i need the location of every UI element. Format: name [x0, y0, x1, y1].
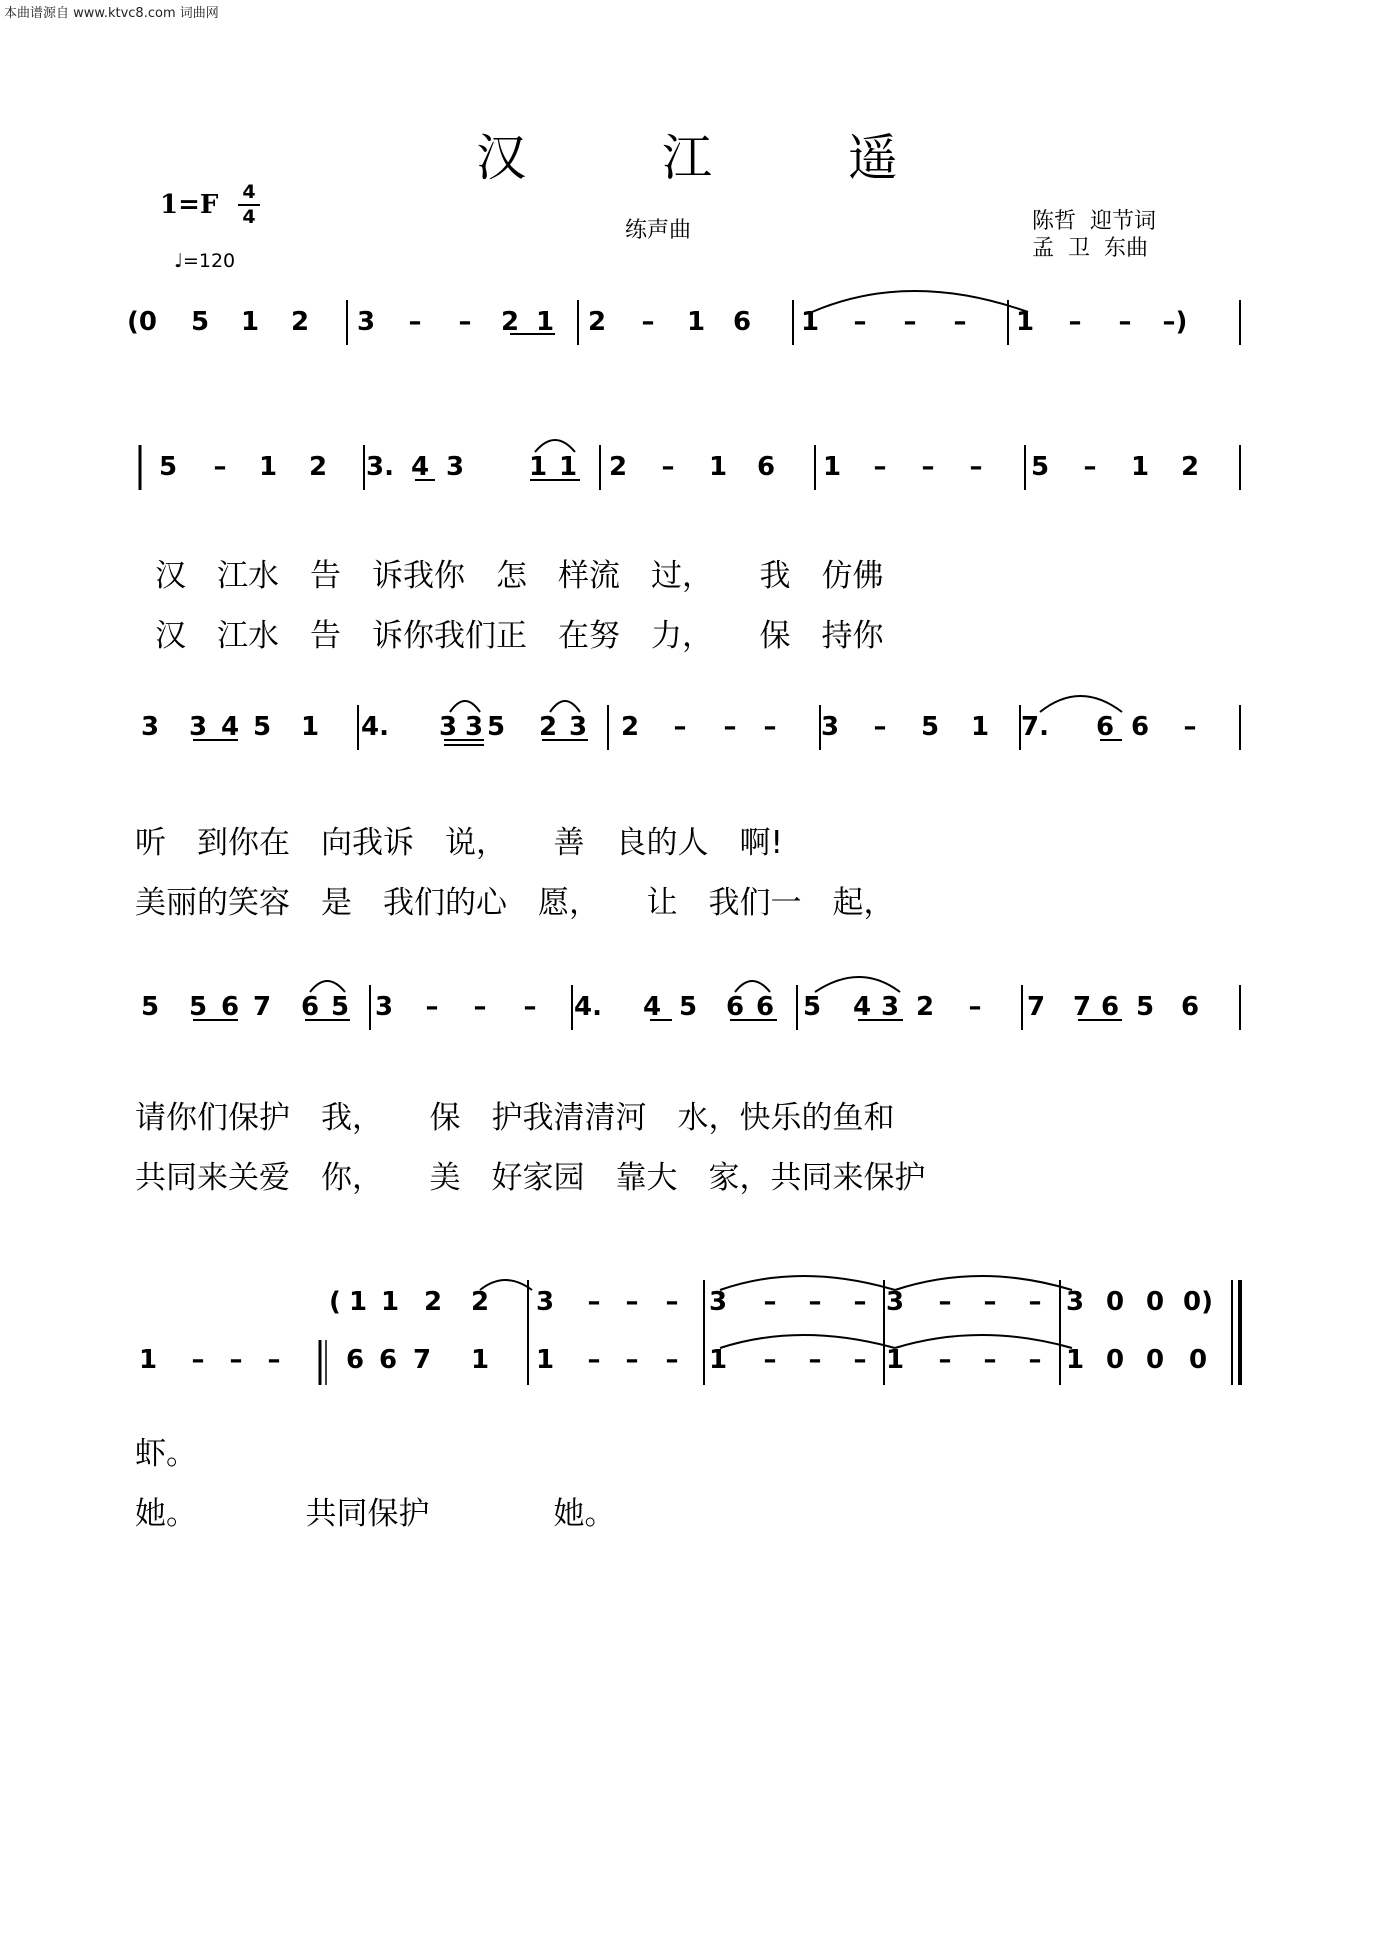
note-line5_lower-3: – — [267, 1345, 281, 1375]
note-line2-17: 5 — [1030, 452, 1050, 482]
note-line4-19: – — [968, 992, 982, 1022]
tie — [735, 981, 770, 992]
tie — [310, 981, 345, 992]
note-line3-13: – — [723, 712, 737, 742]
note-line5_lower-1: – — [191, 1345, 205, 1375]
lyric-row3-verse1: 请你们保护 我， 保 护我清清河 水，快乐的鱼和 — [135, 1100, 895, 1136]
note-line4-0: 5 — [140, 992, 160, 1022]
note-line4-3: 7 — [252, 992, 272, 1022]
tie — [720, 1276, 895, 1290]
note-line2-20: 2 — [1180, 452, 1200, 482]
note-line2-1: – — [213, 452, 227, 482]
note-line3-18: 1 — [970, 712, 990, 742]
note-line4-15: 5 — [802, 992, 822, 1022]
note-line4-21: 7 — [1072, 992, 1092, 1022]
note-line5_lower-18: – — [983, 1345, 997, 1375]
note-line2-2: 1 — [258, 452, 278, 482]
note-line4-4: 6 — [300, 992, 320, 1022]
note-line1-15: – — [903, 307, 917, 337]
note-line5_lower-7: 1 — [470, 1345, 490, 1375]
note-line5_upper-11: – — [808, 1287, 822, 1317]
note-line4-11: 4 — [642, 992, 662, 1022]
note-line2-5: 4 — [410, 452, 430, 482]
notes-layer — [127, 307, 1213, 1375]
note-line2-19: 1 — [1130, 452, 1150, 482]
note-line5_upper-5: 3 — [535, 1287, 555, 1317]
lyric-row4-verse2: 她。 共同保护 她。 — [135, 1496, 616, 1532]
note-line4-2: 6 — [220, 992, 240, 1022]
note-line3-7: 3 — [464, 712, 484, 742]
note-line2-13: 1 — [822, 452, 842, 482]
note-line5_lower-11: – — [665, 1345, 679, 1375]
note-line2-12: 6 — [756, 452, 776, 482]
lyric-row1-verse1: 汉 江水 告 诉我你 怎 样流 过， 我 仿佛 — [155, 558, 884, 594]
note-line1-13: 1 — [800, 307, 820, 337]
note-line1-10: – — [641, 307, 655, 337]
note-line5_lower-21: 0 — [1105, 1345, 1125, 1375]
note-line5_lower-8: 1 — [535, 1345, 555, 1375]
note-line3-1: 3 — [188, 712, 208, 742]
note-line5_upper-6: – — [587, 1287, 601, 1317]
note-line3-10: 3 — [568, 712, 588, 742]
note-line2-3: 2 — [308, 452, 328, 482]
note-line2-6: 3 — [445, 452, 465, 482]
note-line5_lower-2: – — [229, 1345, 243, 1375]
note-line5_lower-22: 0 — [1145, 1345, 1165, 1375]
composer-credit: 孟 卫 东曲 — [1032, 236, 1148, 261]
lyric-row2-verse1: 听 到你在 向我诉 说， 善 良的人 啊! — [135, 825, 783, 861]
note-line5_lower-10: – — [625, 1345, 639, 1375]
note-line3-3: 5 — [252, 712, 272, 742]
meter-bottom: 4 — [242, 206, 256, 228]
note-line3-2: 4 — [220, 712, 240, 742]
note-line3-4: 1 — [300, 712, 320, 742]
note-line5_lower-23: 0 — [1188, 1345, 1208, 1375]
note-line4-17: 3 — [880, 992, 900, 1022]
note-line1-0: (0 — [127, 307, 157, 337]
note-line5_lower-15: – — [853, 1345, 867, 1375]
note-line3-12: – — [673, 712, 687, 742]
note-line5_upper-14: – — [938, 1287, 952, 1317]
note-line5_lower-13: – — [763, 1345, 777, 1375]
note-line5_upper-3: 2 — [423, 1287, 443, 1317]
meter-top: 4 — [242, 181, 256, 203]
note-line4-1: 5 — [188, 992, 208, 1022]
tie — [815, 977, 900, 992]
song-title: 汉 江 遥 — [476, 129, 958, 187]
note-line4-8: – — [473, 992, 487, 1022]
note-line5_lower-16: 1 — [885, 1345, 905, 1375]
note-line1-9: 2 — [587, 307, 607, 337]
note-line5_upper-19: 0 — [1145, 1287, 1165, 1317]
note-line1-8: 1 — [535, 307, 555, 337]
note-line5_upper-9: 3 — [708, 1287, 728, 1317]
note-line1-11: 1 — [686, 307, 706, 337]
tie — [535, 440, 575, 452]
note-line5_upper-20: 0) — [1183, 1287, 1213, 1317]
subtitle: 练声曲 — [625, 218, 692, 243]
note-line5_lower-0: 1 — [138, 1345, 158, 1375]
note-line5_lower-4: 6 — [345, 1345, 365, 1375]
note-line5_upper-8: – — [665, 1287, 679, 1317]
note-line1-5: – — [408, 307, 422, 337]
note-line4-14: 6 — [755, 992, 775, 1022]
note-line2-15: – — [921, 452, 935, 482]
note-line2-16: – — [969, 452, 983, 482]
note-line5_upper-1: 1 — [348, 1287, 368, 1317]
lyricist-credit: 陈哲 迎节词 — [1032, 209, 1156, 234]
lyric-row3-verse2: 共同来关爱 你， 美 好家园 靠大 家，共同来保护 — [135, 1160, 926, 1196]
note-line4-20: 7 — [1026, 992, 1046, 1022]
note-line3-21: 6 — [1130, 712, 1150, 742]
note-line3-19: 7. — [1021, 712, 1049, 742]
tie — [812, 291, 1028, 312]
note-line3-17: 5 — [920, 712, 940, 742]
note-line3-0: 3 — [140, 712, 160, 742]
note-line5_upper-10: – — [763, 1287, 777, 1317]
note-line4-24: 6 — [1180, 992, 1200, 1022]
note-line3-8: 5 — [486, 712, 506, 742]
note-line2-11: 1 — [708, 452, 728, 482]
note-line2-9: 2 — [608, 452, 628, 482]
note-line4-12: 5 — [678, 992, 698, 1022]
note-line1-12: 6 — [732, 307, 752, 337]
note-line5_lower-17: – — [938, 1345, 952, 1375]
note-line5_lower-5: 6 — [378, 1345, 398, 1375]
note-line5_lower-6: 7 — [412, 1345, 432, 1375]
note-line3-9: 2 — [538, 712, 558, 742]
note-line5_upper-17: 3 — [1065, 1287, 1085, 1317]
note-line3-11: 2 — [620, 712, 640, 742]
note-line1-16: – — [953, 307, 967, 337]
note-line5_lower-9: – — [587, 1345, 601, 1375]
lines-layer — [140, 291, 1240, 1385]
note-line4-13: 6 — [725, 992, 745, 1022]
note-line5_upper-15: – — [983, 1287, 997, 1317]
note-line5_upper-0: ( — [329, 1287, 341, 1317]
note-line4-22: 6 — [1100, 992, 1120, 1022]
note-line1-20: –) — [1162, 307, 1188, 337]
note-line1-3: 2 — [290, 307, 310, 337]
note-line5_lower-12: 1 — [708, 1345, 728, 1375]
note-line1-1: 5 — [190, 307, 210, 337]
note-line1-14: – — [853, 307, 867, 337]
note-line5_upper-7: – — [625, 1287, 639, 1317]
tie — [1040, 696, 1122, 712]
note-line5_upper-18: 0 — [1105, 1287, 1125, 1317]
note-line1-2: 1 — [240, 307, 260, 337]
note-line3-6: 3 — [438, 712, 458, 742]
note-line3-14: – — [763, 712, 777, 742]
tie — [720, 1335, 895, 1348]
note-line5_upper-16: – — [1028, 1287, 1042, 1317]
key-signature: 1=F — [160, 190, 219, 220]
note-line4-18: 2 — [915, 992, 935, 1022]
note-line5_upper-13: 3 — [885, 1287, 905, 1317]
note-line5_upper-12: – — [853, 1287, 867, 1317]
note-line1-18: – — [1068, 307, 1082, 337]
lyric-row2-verse2: 美丽的笑容 是 我们的心 愿， 让 我们一 起， — [135, 885, 895, 921]
note-line5_lower-20: 1 — [1065, 1345, 1085, 1375]
tie — [450, 701, 480, 712]
note-line4-6: 3 — [374, 992, 394, 1022]
note-line4-23: 5 — [1135, 992, 1155, 1022]
note-line1-17: 1 — [1015, 307, 1035, 337]
note-line2-4: 3. — [366, 452, 394, 482]
note-line2-10: – — [661, 452, 675, 482]
tie — [550, 701, 580, 712]
note-line3-5: 4. — [361, 712, 389, 742]
note-line1-4: 3 — [356, 307, 376, 337]
note-line4-9: – — [523, 992, 537, 1022]
note-line4-5: 5 — [330, 992, 350, 1022]
note-line3-20: 6 — [1095, 712, 1115, 742]
note-line1-6: – — [458, 307, 472, 337]
note-line3-16: – — [873, 712, 887, 742]
note-line4-16: 4 — [852, 992, 872, 1022]
lyric-row1-verse2: 汉 江水 告 诉你我们正 在努 力， 保 持你 — [155, 618, 884, 654]
note-line2-14: – — [873, 452, 887, 482]
note-line4-10: 4. — [574, 992, 602, 1022]
note-line2-8: 1 — [558, 452, 578, 482]
watermark: 本曲谱源自 www.ktvc8.com 词曲网 — [4, 6, 219, 21]
note-line4-7: – — [425, 992, 439, 1022]
note-line1-19: – — [1118, 307, 1132, 337]
lyric-row4-verse1: 虾。 — [135, 1436, 197, 1472]
note-line1-7: 2 — [500, 307, 520, 337]
note-line3-22: – — [1183, 712, 1197, 742]
tempo-mark: ♩=120 — [174, 250, 236, 272]
note-line5_upper-2: 1 — [380, 1287, 400, 1317]
note-line2-0: 5 — [158, 452, 178, 482]
note-line5_lower-14: – — [808, 1345, 822, 1375]
note-line2-18: – — [1083, 452, 1097, 482]
note-line2-7: 1 — [528, 452, 548, 482]
note-line3-15: 3 — [820, 712, 840, 742]
note-line5_upper-4: 2 — [470, 1287, 490, 1317]
note-line5_lower-19: – — [1028, 1345, 1042, 1375]
